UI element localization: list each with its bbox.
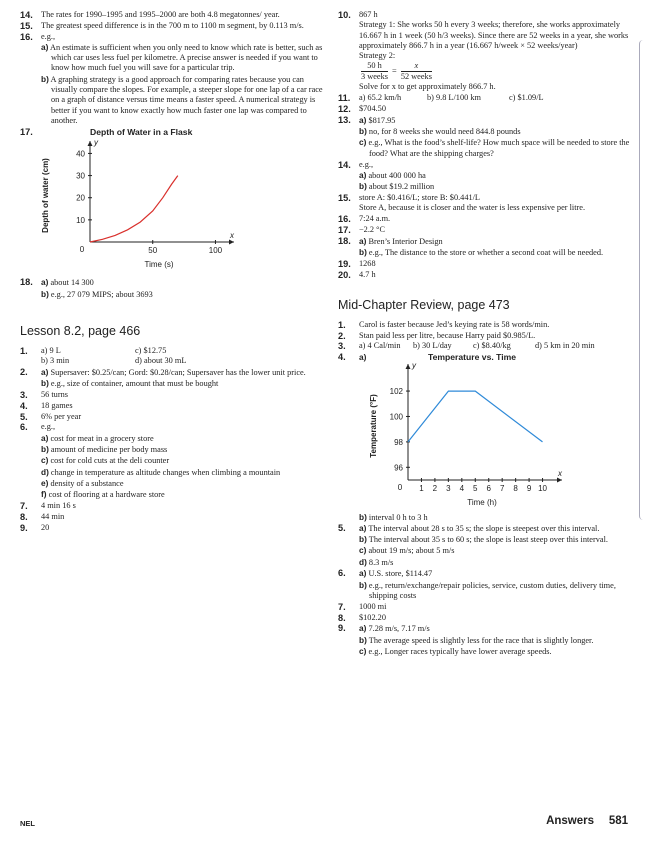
- question-number: 7.: [20, 501, 28, 512]
- answer-text: $704.50: [359, 104, 386, 114]
- answer-text: 20: [41, 522, 50, 532]
- y-tick-label: 10: [76, 215, 85, 225]
- answer-12: [338, 104, 636, 114]
- answer-14: [20, 10, 328, 20]
- page-edge-tab: [639, 40, 645, 520]
- answer-text: 44 min: [41, 511, 65, 521]
- question-number: 12.: [338, 104, 351, 115]
- x-axis-letter: x: [558, 469, 562, 479]
- answer-1d: d) about 30 mL: [135, 356, 187, 366]
- strategy-2: Strategy 2:: [359, 51, 396, 61]
- y-tick-label: 102: [389, 387, 403, 397]
- y-tick-label: 100: [389, 412, 403, 422]
- answer-16a: a) An estimate is sufficient when you only need to know which rate is better, such as which car uses less fuel per kilometre. A precise answer is needed if you want to know how much fuel you will save for a particular trip.: [41, 41, 323, 73]
- proportion-equation: $\frac{50 h}{\text{3 weeks}}$ = $\frac{x}{\text{52 weeks}}$: [361, 61, 432, 82]
- lesson-answer-6: [20, 422, 328, 500]
- answer-13c: c) e.g., What is the food’s shelf-life? How much space will be needed to store the food? What are the shipping charges?: [359, 137, 630, 158]
- x-tick-label: 6: [486, 484, 491, 494]
- review-answer-4: [338, 352, 636, 522]
- answer-13: [338, 115, 636, 159]
- question-number: 19.: [338, 258, 351, 269]
- answer-2a: a) Supersaver: $0.25/can; Gord: $0.28/can; Supersaver has the lower unit price.: [41, 366, 306, 377]
- list-item: e) density of a substance: [41, 477, 124, 488]
- question-number: 11.: [338, 93, 351, 104]
- answer-text: 56 turns: [41, 390, 68, 400]
- lesson-answer-7: [20, 501, 328, 511]
- question-number: 1.: [338, 319, 346, 330]
- answer-16: [338, 214, 636, 224]
- answer-text: Stan paid less per litre, because Harry paid $0.985/L.: [359, 330, 536, 340]
- x-tick-label: 7: [499, 484, 505, 494]
- x-axis-arrow: [557, 478, 562, 483]
- x-tick-label: 1: [419, 484, 424, 494]
- question-number: 5.: [20, 411, 28, 422]
- question-number: 17.: [20, 126, 33, 137]
- lesson-answer-4: [20, 401, 328, 411]
- answer-5d: d) 8.3 m/s: [359, 556, 394, 567]
- answer-text: 867 h: [359, 10, 378, 19]
- answer-15: [338, 193, 636, 214]
- answer-9b: b) The average speed is slightly less for the race that is slightly longer.: [359, 634, 594, 645]
- answer-text: $102.20: [359, 612, 386, 622]
- y-axis-arrow: [406, 364, 411, 369]
- answer-5c: c) about 19 m/s; about 5 m/s: [359, 545, 455, 556]
- answer-3a: a) 4 Cal/min: [359, 341, 401, 351]
- question-number: 7.: [338, 601, 346, 612]
- answer-11c: c) $1.09/L: [509, 93, 544, 103]
- answer-15: [20, 21, 328, 31]
- answer-6-list: [20, 433, 328, 501]
- lesson-answer-3: [20, 390, 328, 400]
- y-axis-letter: y: [94, 137, 98, 147]
- question-number: 3.: [338, 341, 346, 352]
- lesson-answer-5: [20, 412, 328, 422]
- question-number: 3.: [20, 390, 28, 401]
- footer-section: Answers: [546, 815, 594, 827]
- answer-16b: b) A graphing strategy is a good approach for comparing rates because you can visually compare the slopes. For example, a steeper slope for one lap of a car race on a graph of distance versus time means a faster speed. A numerical strategy is better if you want to know exactly how much faster one lap was compared to another.: [41, 73, 323, 125]
- answer-9a: a) 7.28 m/s, 7.17 m/s: [359, 623, 430, 634]
- lesson-answer-1: [20, 346, 328, 367]
- answer-13b: b) no, for 8 weeks she would need 844.8 pounds: [359, 126, 521, 137]
- answer-text: 18 games: [41, 400, 73, 410]
- fraction: $\frac{50 h}{\text{3 weeks}}$: [361, 61, 388, 82]
- y-tick-label: 20: [76, 193, 85, 203]
- answer-18b: b) e.g., The distance to the store or whether a second coat will be needed.: [359, 246, 604, 257]
- y-axis-label: Depth of water (cm): [41, 157, 50, 233]
- lesson-answer-8: [20, 512, 328, 522]
- answer-3d: d) 5 km in 20 min: [535, 341, 595, 351]
- question-number: 15.: [20, 20, 33, 31]
- answer-text: 1000 mi: [359, 601, 387, 611]
- question-number: 5.: [338, 522, 346, 533]
- answer-5a: a) The interval about 28 s to 35 s; the slope is steepest over this interval.: [359, 522, 600, 533]
- answer-text: Carol is faster because Jed’s keying rate is 58 words/min.: [359, 319, 550, 329]
- answer-18b: b) e.g., 27 079 MIPS; about 3693: [41, 288, 153, 299]
- question-number: 18.: [338, 235, 351, 246]
- chart-title: Depth of Water in a Flask: [90, 126, 193, 137]
- answer-20: [338, 270, 636, 280]
- y-tick-label: 30: [76, 171, 85, 181]
- answer-1b: b) 3 min: [41, 356, 70, 366]
- series-line: [408, 391, 543, 442]
- question-number: 4.: [20, 400, 28, 411]
- answer-text: store A: $0.416/L; store B: $0.441/L: [359, 192, 480, 202]
- list-item: d) change in temperature as altitude changes when climbing a mountain: [41, 466, 281, 477]
- question-number: 17.: [338, 224, 351, 235]
- x-axis-label: Time (s): [144, 259, 174, 269]
- answer-6a: a) U.S. store, $114.47: [359, 568, 433, 579]
- answer-5b: b) The interval about 35 s to 60 s; the slope is least steep over this interval.: [359, 534, 608, 545]
- x-tick-label: 3: [446, 484, 451, 494]
- answer-19: [338, 259, 636, 269]
- answer-18a: a) about 14 300: [41, 277, 94, 288]
- question-number: 2.: [20, 366, 28, 377]
- question-number: 9.: [338, 623, 346, 634]
- answer-text: −2.2 °C: [359, 224, 385, 234]
- answer-text: e.g.,: [41, 31, 56, 41]
- x-tick-label: 50: [148, 245, 158, 255]
- left-column: [20, 10, 328, 533]
- x-tick-label: 4: [459, 484, 465, 494]
- review-answer-3: [338, 341, 636, 351]
- review-answer-6: [338, 568, 636, 601]
- right-column: [338, 10, 636, 658]
- answer-18: [20, 277, 328, 300]
- answer-16: [20, 32, 328, 127]
- answer-text: The greatest speed difference is in the 700 m to 1100 m segment, by 0.113 m/s.: [41, 20, 304, 30]
- lesson-answer-9: [20, 523, 328, 533]
- answer-17: [20, 127, 328, 277]
- depth-chart: [38, 137, 238, 277]
- page-footer: [20, 813, 632, 833]
- review-answer-7: [338, 602, 636, 612]
- answer-14b: b) about $19.2 million: [359, 181, 435, 192]
- review-answer-9: [338, 623, 636, 657]
- x-axis-arrow: [229, 239, 234, 244]
- review-answer-2: [338, 331, 636, 341]
- answer-text: 7:24 a.m.: [359, 214, 391, 224]
- y-axis-arrow: [88, 141, 93, 146]
- y-tick-label: 98: [394, 438, 403, 448]
- answer-text: 1268: [359, 258, 376, 268]
- answer-3b: b) 30 L/day: [413, 341, 452, 351]
- question-number: 18.: [20, 277, 33, 288]
- x-axis-label: Time (h): [467, 498, 497, 508]
- question-number: 8.: [20, 511, 28, 522]
- review-answer-5: [338, 523, 636, 568]
- x-tick-label: 100: [208, 245, 223, 255]
- x-tick-label: 8: [513, 484, 518, 494]
- x-tick-label: 9: [526, 484, 532, 494]
- answer-17: [338, 225, 636, 235]
- answer-9c: c) e.g., Longer races typically have lower average speeds.: [359, 645, 552, 656]
- y-tick-label: 40: [76, 149, 85, 159]
- question-number: 6.: [20, 422, 28, 433]
- answer-text: The rates for 1990–1995 and 1995–2000 are both 4.8 megatonnes/ year.: [41, 10, 280, 19]
- series-line: [90, 175, 178, 241]
- answer-text: e.g.,: [41, 422, 56, 432]
- answer-text: 4.7 h: [359, 269, 376, 279]
- question-number: 2.: [338, 330, 346, 341]
- section-heading-lesson-8-2: Lesson 8.2, page 466: [20, 323, 141, 338]
- x-tick-label: 10: [538, 484, 547, 494]
- answer-11b: b) 9.8 L/100 km: [427, 93, 481, 103]
- y-axis-label: Temperature (°F): [369, 394, 378, 458]
- question-number: 9.: [20, 522, 28, 533]
- answer-2b: b) e.g., size of container, amount that must be bought: [41, 378, 219, 389]
- answer-11a: a) 65.2 km/h: [359, 93, 402, 103]
- list-item: a) cost for meat in a grocery store: [41, 432, 154, 443]
- answer-text-2: Store A, because it is closer and the water is less expensive per litre.: [359, 203, 586, 213]
- answer-1c: c) $12.75: [135, 345, 167, 355]
- answer-18: [338, 236, 636, 259]
- review-answer-8: [338, 613, 636, 623]
- temperature-chart: [366, 362, 566, 512]
- origin-label: 0: [397, 483, 403, 493]
- answer-14a: a) about 400 000 ha: [359, 169, 426, 180]
- list-item: c) cost for cold cuts at the deli counter: [41, 455, 170, 466]
- answer-text: 6% per year: [41, 411, 82, 421]
- review-answer-1: [338, 320, 636, 330]
- answer-4b: b) interval 0 h to 3 h: [359, 512, 428, 523]
- answer-13a: a) $817.95: [359, 114, 396, 125]
- question-number: 14.: [20, 10, 33, 20]
- answer-11: [338, 93, 636, 103]
- publisher-mark: NEL: [20, 819, 35, 828]
- answer-3c: c) $8.40/kg: [473, 341, 511, 351]
- list-item: f) cost of flooring at a hardware store: [41, 489, 165, 500]
- answer-text: 4 min 16 s: [41, 501, 76, 511]
- question-number: 13.: [338, 114, 351, 125]
- y-tick-label: 96: [394, 463, 403, 473]
- section-heading-mid-chapter-review: Mid-Chapter Review, page 473: [338, 297, 510, 312]
- strategy-1: Strategy 1: She works 50 h every 3 weeks; therefore, she works approximately 16.667 h in 1 week (50 h/3 weeks). Since there are 52 weeks in a year, she works approximately 866.7 h in a year (16.667 h/week × 52 weeks/year): [359, 20, 629, 50]
- question-number: 6.: [338, 568, 346, 579]
- origin-label: 0: [79, 244, 85, 254]
- list-item: b) amount of medicine per body mass: [41, 444, 168, 455]
- solution-line: Solve for x to get approximately 866.7 h.: [359, 82, 496, 92]
- page-number: 581: [608, 815, 628, 827]
- question-number: 1.: [20, 345, 28, 356]
- fraction: $\frac{x}{\text{52 weeks}}$: [400, 61, 432, 82]
- question-number: 10.: [338, 10, 351, 20]
- answer-10: [338, 10, 636, 93]
- answer-14: [338, 160, 636, 193]
- chart-title: Temperature vs. Time: [428, 352, 517, 363]
- x-tick-label: 5: [473, 484, 478, 494]
- question-number: 15.: [338, 192, 351, 203]
- question-number: 20.: [338, 269, 351, 280]
- answer-6b: b) e.g., return/exchange/repair policies, service, custom duties, delivery time, shipping costs: [359, 579, 616, 600]
- question-number: 8.: [338, 612, 346, 623]
- question-number: 16.: [20, 31, 33, 42]
- answer-1a: a) 9 L: [41, 345, 61, 355]
- question-number: 4.: [338, 352, 346, 363]
- y-axis-letter: y: [412, 362, 416, 371]
- question-number: 14.: [338, 159, 351, 170]
- lesson-answer-2: [20, 367, 328, 390]
- answer-4a-label: a): [359, 352, 367, 363]
- x-tick-label: 2: [432, 484, 438, 494]
- answer-18a: a) Bren’s Interior Design: [359, 235, 443, 246]
- answer-text: e.g.,: [359, 159, 374, 169]
- question-number: 16.: [338, 214, 351, 225]
- x-axis-letter: x: [230, 230, 234, 240]
